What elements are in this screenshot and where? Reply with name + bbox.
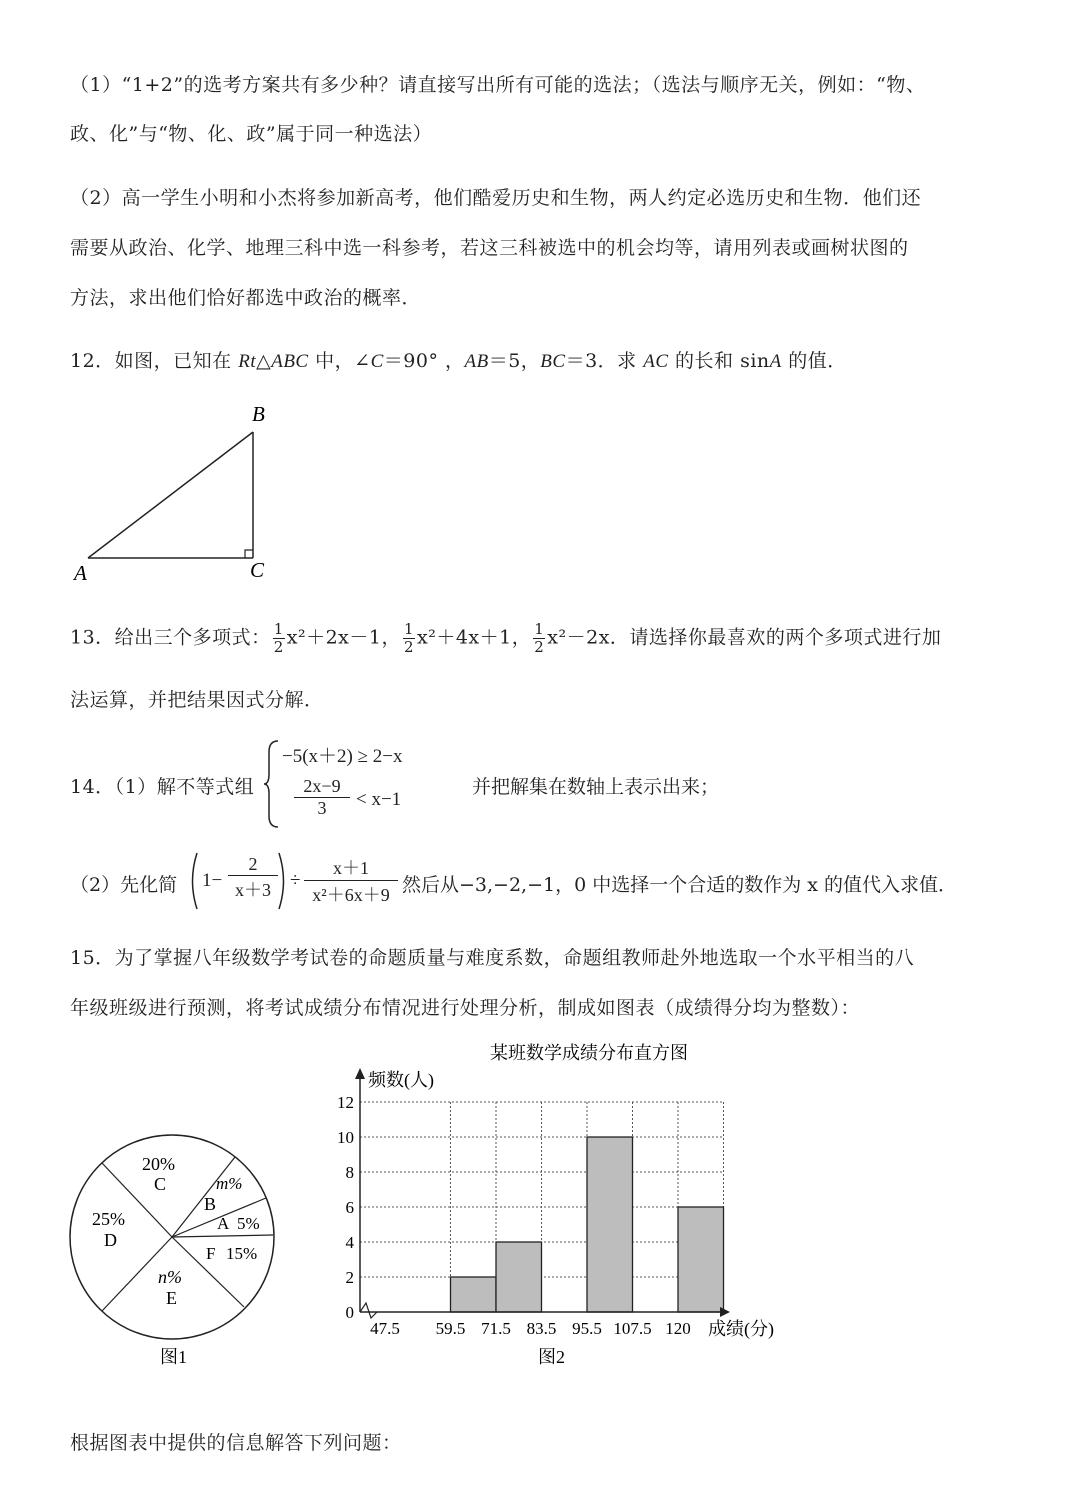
q14-part1-suffix: 并把解集在数轴上表示出来；: [472, 776, 720, 798]
x-tick-label: 71.5: [481, 1319, 511, 1338]
q11-part2-line1: （2）高一学生小明和小杰将参加新高考，他们酷爱历史和生物，两人约定必选历史和生物．他们还: [70, 187, 922, 209]
histogram-bar: [496, 1242, 542, 1312]
inequality-2-rest: < x−1: [356, 789, 402, 810]
pie-c-pct: 20%: [142, 1154, 175, 1174]
frac-num: 2: [228, 854, 278, 876]
pie-f-pct: 15%: [226, 1244, 258, 1263]
right-angle-mark: [245, 550, 253, 558]
inequality-1: −5(x＋2) ≥ 2−x: [282, 746, 403, 767]
q14-part2-prefix: （2）先化简: [70, 874, 178, 896]
q13-line2: 法运算，并把结果因式分解．: [70, 689, 324, 711]
q12-prefix: 12．如图，已知在: [70, 350, 239, 372]
pie-divider: [172, 1235, 273, 1237]
side-ab: [88, 432, 253, 558]
pie-e-pct: n%: [158, 1267, 182, 1287]
q12-rt: Rt: [238, 351, 257, 372]
q13-prefix: 13．给出三个多项式：: [70, 626, 271, 649]
q11-part2-line3: 方法，求出他们恰好都选中政治的概率．: [70, 287, 422, 309]
pie-f-label: F: [206, 1244, 216, 1263]
fraction-x-plus-1: [304, 854, 398, 907]
q12-ac: AC: [643, 351, 669, 372]
left-paren: [186, 850, 200, 912]
histogram-figure: [320, 1035, 790, 1375]
half-fraction: [533, 622, 545, 655]
x-axis-arrow: [720, 1307, 730, 1317]
pie-a-pct: 5%: [237, 1214, 260, 1233]
q12-text: ＝5，: [488, 350, 541, 372]
y-tick-label: 2: [345, 1268, 354, 1287]
q12-suffix: 的值．: [781, 350, 847, 372]
x-tick-label: 95.5: [572, 1319, 602, 1338]
q11-part1-line2: 政、化”与“物、化、政”属于同一种选法）: [70, 123, 433, 145]
vertex-b-label: B: [252, 402, 265, 426]
x-tick-label: 47.5: [370, 1319, 400, 1338]
x-tick-label: 107.5: [613, 1319, 652, 1338]
one-minus: 1−: [202, 870, 223, 891]
q12-text: 的长和 sin: [668, 350, 770, 372]
axes: [355, 1068, 730, 1318]
q12-sin-a: A: [769, 351, 782, 372]
q15-line2: 年级班级进行预测，将考试成绩分布情况进行处理分析，制成如图表（成绩得分均为整数）：: [70, 997, 861, 1019]
q12-text: 中，∠: [308, 350, 371, 372]
inequality-2-fraction: [294, 776, 350, 819]
vertex-c-label: C: [250, 558, 265, 582]
q11-part2-line2: 需要从政治、化学、地理三科中选一科参考，若这三科被选中的机会均等，请用列表或画树状图的: [70, 237, 909, 259]
frac-num: 1: [403, 620, 415, 638]
pie-chart-figure: [60, 1125, 290, 1375]
pie-c-label: C: [154, 1174, 167, 1194]
frac-num: 1: [534, 620, 545, 638]
q15-line1: 15．为了掌握八年级数学考试卷的命题质量与难度系数，命题组教师赴外地选取一个水平相当的八: [70, 947, 915, 969]
y-tick-label: 8: [345, 1163, 354, 1182]
frac-num: x＋1: [304, 854, 398, 881]
figure-1-caption: 图1: [160, 1347, 187, 1367]
frac-den: x＋3: [235, 880, 271, 900]
fraction-2-over-x-plus-3: [228, 854, 278, 902]
y-tick-label: 6: [345, 1198, 354, 1217]
q12-triangle: △ABC: [256, 351, 309, 372]
q14-part2-suffix: 然后从−3,−2,−1，0 中选择一个合适的数作为 x 的值代入求值．: [402, 874, 958, 896]
chart-title: 某班数学成绩分布直方图: [490, 1043, 688, 1063]
q14-part1-prefix: 14．（1）解不等式组: [70, 776, 255, 798]
q11-part1-line1: （1）“1+2”的选考方案共有多少种？请直接写出所有可能的选法；（选法与顺序无关，例如：“物、: [70, 74, 926, 96]
frac-den: x²＋6x＋9: [312, 885, 390, 905]
y-tick-label: 10: [337, 1128, 354, 1147]
y-tick-label: 12: [337, 1093, 354, 1112]
x-axis-label: 成绩(分): [708, 1319, 774, 1339]
axis-break-mark: [360, 1303, 377, 1318]
right-paren: [276, 850, 290, 912]
poly-3: x²－2x．请选择你最喜欢的两个多项式进行加: [547, 626, 942, 649]
x-tick-label: 59.5: [435, 1319, 466, 1338]
q12-question: [70, 346, 847, 373]
x-tick-label: 83.5: [526, 1319, 557, 1338]
y-axis-arrow: [355, 1068, 365, 1079]
pie-d-pct: 25%: [92, 1209, 125, 1229]
y-axis-label: 频数(人): [368, 1070, 434, 1090]
q12-text: ＝90° ，: [383, 350, 465, 372]
division-sign: ÷: [290, 870, 301, 891]
half-fraction: [273, 622, 285, 655]
system-brace: [262, 738, 282, 830]
q12-angle-c: C: [370, 351, 384, 372]
bars: [451, 1137, 724, 1312]
frac-den: 2: [534, 638, 545, 656]
figure-2-caption: 图2: [538, 1347, 565, 1367]
y-tick-label: 0: [345, 1303, 354, 1322]
q15-footer: 根据图表中提供的信息解答下列问题：: [70, 1432, 402, 1454]
x-tick-label: 120: [665, 1319, 691, 1338]
q12-ab: AB: [464, 351, 489, 372]
frac-num: 2x−9: [294, 776, 350, 798]
half-fraction: [403, 622, 415, 655]
pie-a-label: A: [217, 1214, 230, 1233]
pie-b-pct: m%: [216, 1174, 243, 1193]
histogram-bar: [587, 1137, 633, 1312]
frac-den: 2: [403, 638, 415, 656]
poly-1: x²＋2x－1，: [286, 626, 401, 649]
q13-line1: [70, 622, 941, 655]
frac-den: 2: [273, 638, 284, 656]
pie-d-label: D: [104, 1230, 117, 1250]
vertex-a-label: A: [74, 561, 87, 585]
frac-den: 3: [317, 798, 327, 818]
histogram-bar: [678, 1207, 724, 1312]
pie-e-label: E: [166, 1288, 177, 1308]
triangle-figure: [60, 395, 290, 590]
poly-2: x²＋4x＋1，: [417, 626, 532, 649]
q12-text: ＝3．求: [565, 350, 644, 372]
y-tick-label: 4: [345, 1233, 354, 1252]
q12-bc: BC: [540, 351, 566, 372]
frac-num: 1: [273, 620, 284, 638]
pie-b-label: B: [204, 1194, 217, 1214]
histogram-bar: [451, 1277, 497, 1312]
